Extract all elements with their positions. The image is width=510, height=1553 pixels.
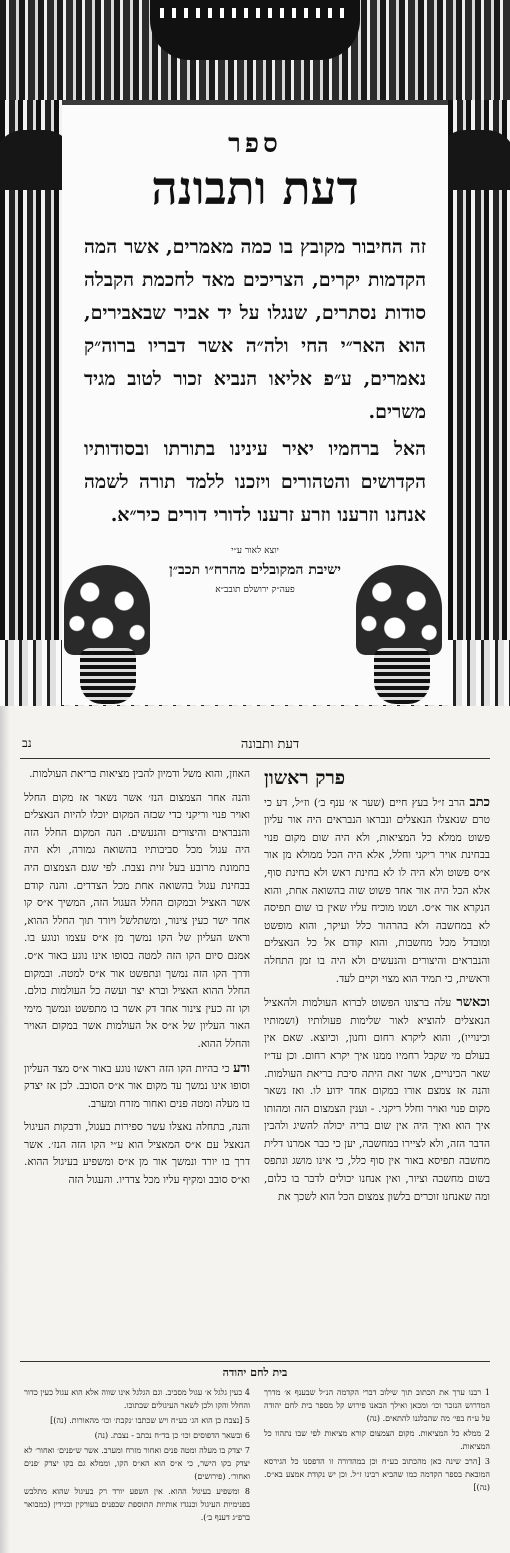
publisher-intro: יוצא לאור ע״י: [231, 546, 279, 556]
text-column-left: [24, 766, 250, 1366]
chapter-title: פרק ראשון: [264, 767, 346, 789]
paragraph-text: כי בהיות הקו הזה ראשו נוגע באור א״ס מצד העליון וסופו אינו נמשך עד מקום אור א״ס הסובב. לכן אז יצדק בו מעלה ומטה פנים ואחור מזרח ומערב.: [24, 1062, 250, 1110]
paragraph: [264, 994, 490, 1206]
title-blessing-paragraph: האל ברחמיו יאיר עינינו בתורתו ובסודותיו הקדושים והטהורים ויזכנו ללמד תורה לשמה אנחנו וזרענו וזרע זרענו לדורי דורים כיר״א.: [84, 438, 426, 526]
title-page-photo: [0, 0, 510, 706]
footnote: 8 ומשפיע בעיגול ההוא. אין השפע יורד רק בעיגול שהוא מתלבש בפנימיות העיגול וכנגדו אותיות התוספת שבפנים בעורקין ובגידין (כמבואר ברפ״ג דענף ב׳).: [24, 1487, 250, 1522]
text-page-photo: [0, 706, 510, 1553]
paragraph: [24, 1060, 250, 1114]
paragraph: [24, 1119, 250, 1189]
paragraph-lead-word: וכאשר: [456, 995, 490, 1011]
footnote: 5 [נצבת כן הוא הג׳ בע״ח ויש שכתבו ׳נקבת׳ וכו׳ מהאורות. (נה)]: [50, 1416, 250, 1425]
book-title: דעת ותבונה: [151, 161, 359, 215]
footnotes-right: [264, 1386, 490, 1546]
footnote-section-title: בית לחם יהודה: [222, 1366, 288, 1379]
page-number: נב: [22, 736, 32, 750]
flower-bouquet-left: [64, 565, 150, 655]
paragraph-text: עלה ברצונו הפשוט לברוא העולמות ולהאציל הנאצלים להוציא לאור שלימות פעולותיו (ושמותיו וכינוייו), והוא ליקרא רחום וחנון, וכיוצא. שאם אין בעולם מי שקבל רחמיו ממנו איך יקרא רחום. וכן עד״ז שאר הכינויים, אשר זאת היתה סיבת בריאת העולמות. והנה אז צמצם אורו במקום אחד ידוע לו. ואז נשאר מקום פנוי ואויר וחלל ריקני. - וענין הצמצום הזה ומהותו איך הוא ואיך היה אין שום בריה יכולה להשיג ולהבין הדבר הזה, ולא לציירו במחשבה, יען כי כבר אמרנו דלית מחשבה תפיסא באור אין סוף כלל, כי אינו מושג ונתפס בשום מחשבה וציור, ואין אנחנו יכולים לדבר בו כלום, ומה שאנחנו זוכרים בלשון צמצום הכל הוא לשכך את: [264, 997, 490, 1203]
title-description-paragraph: זה החיבור מקובץ בו כמה מאמרים, אשר המה הקדמות יקרים, הצריכים מאד לחכמת הקבלה סודות נסתרים, שנגלו על יד אביר שבאבירים, הוא האר״י החי ולה״ה אשר דבריו ברוה״ק נאמרים, ע״פ אליאו הנביא זכור לטוב מגיד משרים.: [84, 236, 426, 423]
footnote: 2 ממלא כל המציאות. מקום הצמצום קורא מציאות לפי שבו נתהוו כל המציאות.: [264, 1429, 490, 1451]
footnotes-left: [24, 1386, 250, 1546]
paragraph-text: והנה, בתחלה נאצלו עשר ספירות בעגול, ודבקות העיגול הנאצל עם א״ס המאציל הוא ע״י הקו הזה הנז׳. אשר דרך בו יורד ונמשך אור מן א״ס ומשפיע בעיגול ההוא. וא״ס סובב ומקיף עליו מכל צדדיו. והעגול הזה: [24, 1121, 250, 1187]
paragraph-text: והנה אחר הצמצום הנז׳ אשר נשאר אז מקום החלל ואויר פנוי וריקני כדי שבזה המקום יוכלו להיות הנאצלים והנבראים והיצורים והנעשים. הנה המקום החלל הזה היה עגול מכל סביבותיו בהשואה גמורה, ולא היה בתמונת מרובע בעל זוית נצבת. לפי שגם הצמצום היה בבחינת עגול בהשואה אחת מכל הצדדים. והנה קודם אשר האציל ובמקום החלל העגול הזה, המשיך א״ס קו אחד ישר כעין צינור, ומשתלשל ויורד תוך החלל ההוא, וראש העליון של הקו נמשך מן א״ס עצמו ונוגע בו. אמנם סיום הקו הזה למטה בסופו אינו נוגע באור א״ס. ודרך הקו הזה נמשך ונתפשט אור א״ס למטה. ובמקום החלל ההוא האציל וברא יצר ועשה כל העולמות כולם. וקו זה כעין צינור אחד דק אשר בו מתפשט ונמשך מימי האור העליון של א״ס אל העולמות אשר במקום האויר והחלל ההוא.: [24, 791, 250, 1050]
footnote: 7 יצדק בו מעלה ומטה פנים ואחור מזרח ומערב. אשר ש״פנים׳ ואחור׳ לא יצדק בקו הישר, כי א״ס הוא הא״ס הקו, וממלא גם בקו יצדק ׳פנים ואחור׳. (פירושים): [24, 1446, 250, 1481]
footnote: 3 [הרב שינה כאן מהכתוב בע״ח וכן במהדורה זו הדפסנו כל הגירסא המובאת בספר הקדמה כמו שהביא רבינו ז״ל. וכן יש נקודת אמצע בא״ס. (נה)]: [264, 1457, 490, 1492]
page-gutter-shadow: [0, 706, 10, 1553]
paragraph: [24, 790, 250, 1054]
publisher-name: ישיבת המקובלים מהרח״ו תכב״ן: [169, 562, 341, 578]
crown-jewels-ornament: [160, 8, 350, 18]
title-description: [84, 231, 426, 532]
paragraph-text: הרב ז״ל בעץ חיים (שער א׳ ענף ב׳) וז״ל, דע כי טרם שנאצלו הנאצלים ונבראו הנבראים היה אור עליון פשוט ממלא כל המציאות, ולא היה שום מקום פנוי בבחינת אויר ריקני וחלל, אלא היה הכל ממולא מן אור א״ס פשוט ולא היה לו לא בחינת ראש ולא בחינת סוף, אלא הכל היה אור אחד פשוט שוה בהשואה אחת, והוא הנקרא אור א״ס. ושמו מוכיח עליו שאין בו שום תפיסה לא במחשבה ולא בהרהור כלל ועיקר, והוא מופשט ומובדל מכל מחשבות, והוא קודם אל כל הנאצלים והנבראים והיצורים והנעשים ולא היה בו זמן התחלה וראשית, כי תמיד הוא מצוי וקיים לעד.: [264, 796, 490, 985]
paragraph-text: האוזן, והוא משל ודמיון להבין מציאות בריאת העולמות.: [29, 768, 250, 780]
footnote: 4 כעין גלגל א׳ עגול מסביב. וגם הגלגל אינו שווה אלא הוא עגול כעין כדור והחלל והקו ולכן לשאר העיגולים שבתוכו.: [24, 1388, 250, 1410]
paragraph: [24, 766, 250, 784]
footnote: 6 ובשאר הדפוסים וכו׳ כן בד״ח נכתב - נצבת. (נה): [94, 1431, 250, 1440]
vase-right: [374, 648, 430, 704]
vase-left: [80, 648, 136, 704]
paragraph-lead-word: ודע: [233, 1060, 250, 1076]
book-label: ספר: [228, 129, 282, 159]
footnote: 1 רבנו ערך את הכתוב תוך שילוב דברי הקדמה הנ״ל שבענף א׳ מדרך המדרוש הנזכר וכו׳ ומכאן ואילך הבאנו פירוש קל מספר בית לחם יהודה על ע״ח בפי׳ מה שהבלגנו להתאים. (נה): [264, 1388, 490, 1423]
running-head: דעת ותבונה: [240, 737, 300, 752]
footnote-rule: [20, 1361, 490, 1362]
flower-bouquet-right: [356, 565, 442, 655]
header-rule: [20, 758, 490, 759]
paragraph: [264, 794, 490, 989]
publisher-place: פעה״ק ירושלם תובב״א: [215, 585, 295, 595]
paragraph-lead-word: כתב: [469, 794, 490, 810]
text-column-right: [264, 766, 490, 1366]
